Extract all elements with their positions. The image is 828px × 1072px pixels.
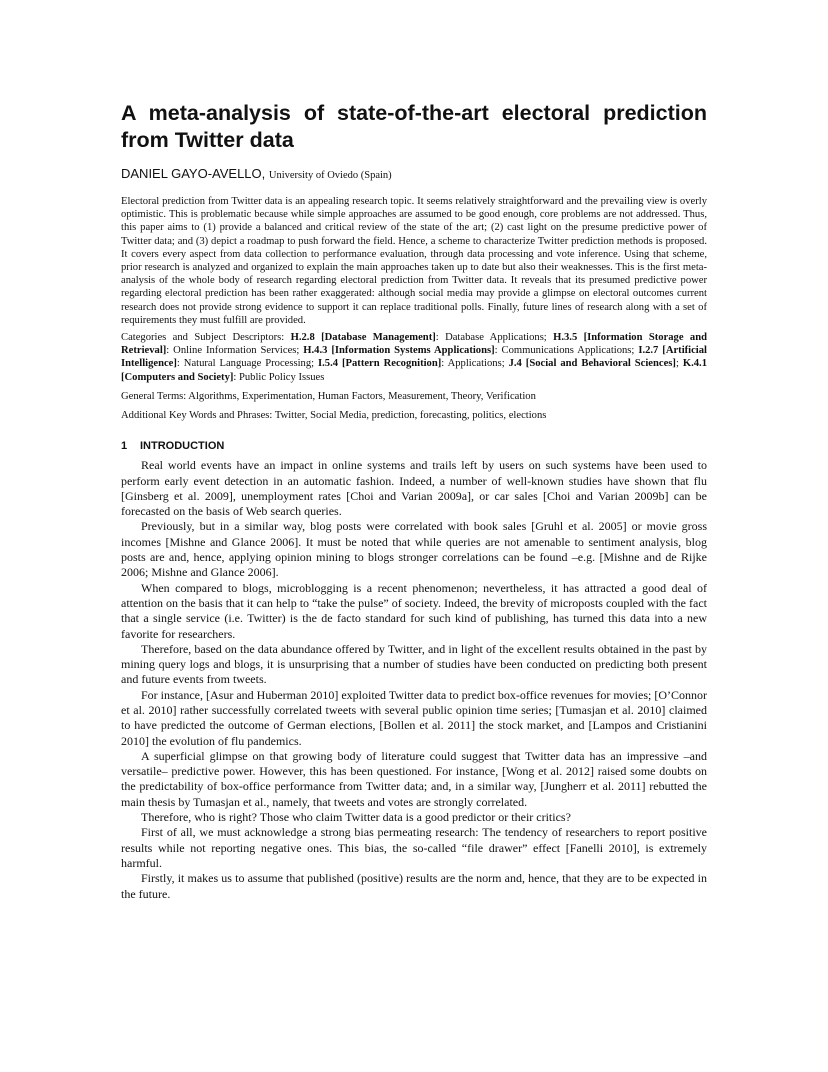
category-code: H.3.5 [Information Storage and Retrieval] xyxy=(121,332,707,357)
section-heading xyxy=(121,440,707,452)
author-name: DANIEL GAYO-AVELLO, xyxy=(121,166,266,181)
keywords: Additional Key Words and Phrases: Twitter, Social Media, prediction, forecasting, politics, elections xyxy=(121,410,547,422)
category-text: : Natural Language Processing; xyxy=(176,358,319,370)
category-code: K.4.1 [Computers and Society] xyxy=(121,358,707,383)
author-affiliation: University of Oviedo (Spain) xyxy=(268,170,392,181)
body-paragraph: Therefore, who is right? Those who claim Twitter data is a good predictor or their critics? xyxy=(141,810,571,825)
section-title: INTRODUCTION xyxy=(140,440,225,453)
body-paragraph: Firstly, it makes us to assume that published (positive) results are the norm and, hence, that they are to be expected in the future. xyxy=(121,871,707,901)
body-paragraph: First of all, we must acknowledge a strong bias permeating research: The tendency of researchers to report positive results while not reporting negative ones. This bias, the so-called “file drawer” effect [Fanelli 2010], is extremely harmful. xyxy=(121,825,707,870)
category-text: : Public Policy Issues xyxy=(233,371,325,383)
body-paragraph: For instance, [Asur and Huberman 2010] exploited Twitter data to predict box-office revenues for movies; [O’Connor et al. 2010] rather successfully correlated tweets with several public opinion time series; [Tumasjan et al. 2010] claimed to have predicted the outcome of German elections, [Bollen et al. 2011] the stock market, and [Lampos and Cristianini 2010] the evolution of flu pandemics. xyxy=(121,687,707,748)
category-code: H.2.8 [Database Management] xyxy=(290,332,436,344)
category-code: I.2.7 [Artificial Intelligence] xyxy=(121,345,707,370)
body-paragraph: Previously, but in a similar way, blog posts were correlated with book sales [Gruhl et al. 2005] or movie gross incomes [Mishne and Glance 2006]. It must be noted that while queries are not amenable to sentiment analysis, blog posts are and, hence, applying opinion mining to blogs stronger correlations can be found –e.g. [Mishne and de Rijke 2006; Mishne and Glance 2006]. xyxy=(121,519,707,580)
category-text: : Database Applications; xyxy=(435,332,554,344)
category-text: ; xyxy=(675,358,683,370)
general-terms: General Terms: Algorithms, Experimentation, Human Factors, Measurement, Theory, Verification xyxy=(121,390,536,402)
category-code: H.4.3 [Information Systems Applications] xyxy=(303,345,495,357)
categories xyxy=(121,331,707,384)
category-code: I.5.4 [Pattern Recognition] xyxy=(318,358,442,370)
categories-intro: Categories and Subject Descriptors: xyxy=(121,332,291,344)
body-paragraph: Real world events have an impact in online systems and trails left by users on such systems have been used to perform early event detection in an automatic fashion. Indeed, a number of well-known studies have shown that flu [Ginsberg et al. 2009], unemployment rates [Choi and Varian 2009a], or car sales [Choi and Varian 2009b] can be forecasted on the basis of Web search queries. xyxy=(121,458,707,519)
category-text: : Online Information Services; xyxy=(166,345,304,357)
category-text: : Applications; xyxy=(441,358,509,370)
category-text: : Communications Applications; xyxy=(494,345,639,357)
section-number: 1 xyxy=(121,440,128,453)
body-paragraph: Therefore, based on the data abundance offered by Twitter, and in light of the excellent results obtained in the past by mining query logs and blogs, it is unsurprising that a number of studies have been conducted on predicting both present and future events from tweets. xyxy=(121,641,707,687)
paper-page xyxy=(121,100,707,902)
body-paragraph: A superficial glimpse on that growing body of literature could suggest that Twitter data has an impressive –and versatile– predictive power. However, this has been questioned. For instance, [Wong et al. 2012] raised some doubts on the predictability of box-office performance from Twitter data; and, in a similar way, [Jungherr et al. 2011] rebutted the main thesis by Tumasjan et al., namely, that tweets and votes are strongly correlated. xyxy=(121,748,707,809)
paper-title: A meta-analysis of state-of-the-art electoral prediction from Twitter data xyxy=(121,101,707,152)
category-code: J.4 [Social and Behavioral Sciences] xyxy=(508,358,676,370)
body-paragraph: When compared to blogs, microblogging is a recent phenomenon; nevertheless, it has attracted a good deal of attention on the basis that it can help to “take the pulse” of society. Indeed, the brevity of microposts coupled with the fact that a single service (i.e. Twitter) is the de facto standard for such kind of publishing, has turned this data into a new favorite for researchers. xyxy=(121,580,707,641)
abstract: Electoral prediction from Twitter data is an appealing research topic. It seems relatively straightforward and the prevailing view is overly optimistic. This is problematic because while simple approaches are assumed to be good enough, core problems are not addressed. Thus, this paper aims to (1) provide a balanced and critical review of the state of the art; (2) cast light on the presume predictive power of Twitter data; and (3) depict a roadmap to push forward the field. Hence, a scheme to characterize Twitter prediction methods is proposed. It covers every aspect from data collection to performance evaluation, through data processing and vote inference. Using that scheme, prior research is analyzed and organized to explain the main approaches taken up to date but also their weaknesses. This is the first meta-analysis of the whole body of research regarding electoral prediction from Twitter data. It reveals that its presumed predictive power regarding electoral prediction has been rather exaggerated: although social media may provide a glimpse on electoral outcomes current research does not provide strong evidence to support it can replace traditional polls. Finally, future lines of research along with a set of requirements they must fulfill are provided. xyxy=(121,196,707,326)
author-line xyxy=(121,166,707,181)
